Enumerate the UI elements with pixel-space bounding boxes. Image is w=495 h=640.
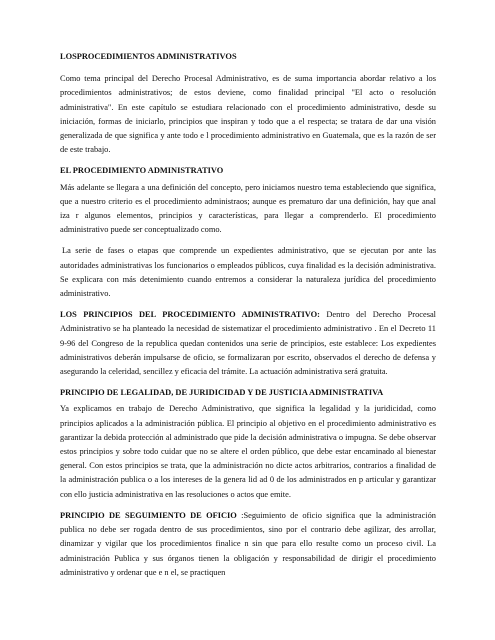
intro-paragraph: Como tema principal del Derecho Procesal Administrativo, es de suma importancia abordar relativo a los procedimientos administrativos; de estos deviene, como finalidad principal "El acto o resolución administrativa". En este capítulo se estudiara relacionado con el procedimiento administrativo, desde su iniciación, formas de iniciarlo, principios que inspiran y todo que a el respecta; se tratara de dar una visión generalizada de que significa y ante todo e l procedimiento administrativo en Guatemala, que es la razón de ser de este trabajo. [60, 74, 436, 155]
section-heading-principios: LOS PRINCIPIOS DEL PROCEDIMIENTO ADMINISTRATIVO: [60, 310, 320, 320]
document-title: LOSPROCEDIMIENTOS ADMINISTRATIVOS [60, 52, 237, 61]
section2-paragraph [60, 308, 436, 379]
section-heading-legalidad: PRINCIPIO DE LEGALIDAD, DE JURIDICIDAD Y DE JUSTICIA ADMINISTRATIVA [60, 388, 384, 398]
section1-paragraph-2: La serie de fases o etapas que comprende un expedientes administrativo, que se ejecutan por ante las autoridades administrativas los funcionarios o empleados públicos, cuya finalidad es la decisión administrativa. Se explicara con más detenimiento cuando entremos a considerar la naturaleza jurídica del procedimiento administrativo. [60, 246, 436, 299]
document-body [60, 50, 436, 587]
section4-paragraph [60, 509, 436, 580]
section3-paragraph: Ya explicamos en trabajo de Derecho Administrativo, que significa la legalidad y la juridicidad, como principios aplicados a la administración pública. El principio al objetivo en el procedimiento administrativo es garantizar la debida protección al administrado que pide la decisión administrativa o impugna. Se debe observar estos principios y sobre todo cuidar que no se altere el orden público, que debe estar encaminado al bienestar general. Con estos principios se trata, que la administración no dicte actos arbitrarios, contrarios a finalidad de la administración publica o a los intereses de la genera lid ad 0 de los administrados en p articular y garantizar con ello justicia administrativa en las resoluciones o actos que emite. [60, 404, 436, 499]
section4-text: :Seguimiento de oficio significa que la administración publica no debe ser rogada dentro de sus procedimientos, sino por el contrario debe agilizar, des arrollar, dinamizar y vigilar que los procedimientos finalice n sin que para ello resulte como un proceso civil. La administración Publica y sus órganos tienen la obligación y responsabilidad de dirigir el procedimiento administrativo y ordenar que e n el, se practiquen [60, 510, 436, 577]
section-heading-seguimiento: PRINCIPIO DE SEGUIMIENTO DE OFICIO [60, 510, 237, 520]
section2-text: Dentro del Derecho Procesal Administrativo se ha planteado la necesidad de sistematizar el procedimiento administrativo . En el Decreto 11 9-96 del Congreso de la republica quedan contenidos una serie de principios, este establece: Los expedientes administrativos deberán impulsarse de oficio, se formalizaran por escrito, observados el derecho de defensa y asegurando la celeridad, sencillez y eficacia del trámite. La actuación administrativa será gratuita. [60, 310, 436, 377]
section-heading-procedimiento: EL PROCEDIMIENTO ADMINISTRATIVO [60, 166, 224, 176]
section1-paragraph-1: Más adelante se llegara a una definición del concepto, pero iniciamos nuestro tema estableciendo que significa, que a nuestro criterio es el procedimiento administraos; aunque es prematuro dar una definición, hay que anal iza r algunos elementos, principios y características, para llegar a comprenderlo. El procedimiento administrativo puede ser conceptualizado como. [60, 182, 436, 235]
